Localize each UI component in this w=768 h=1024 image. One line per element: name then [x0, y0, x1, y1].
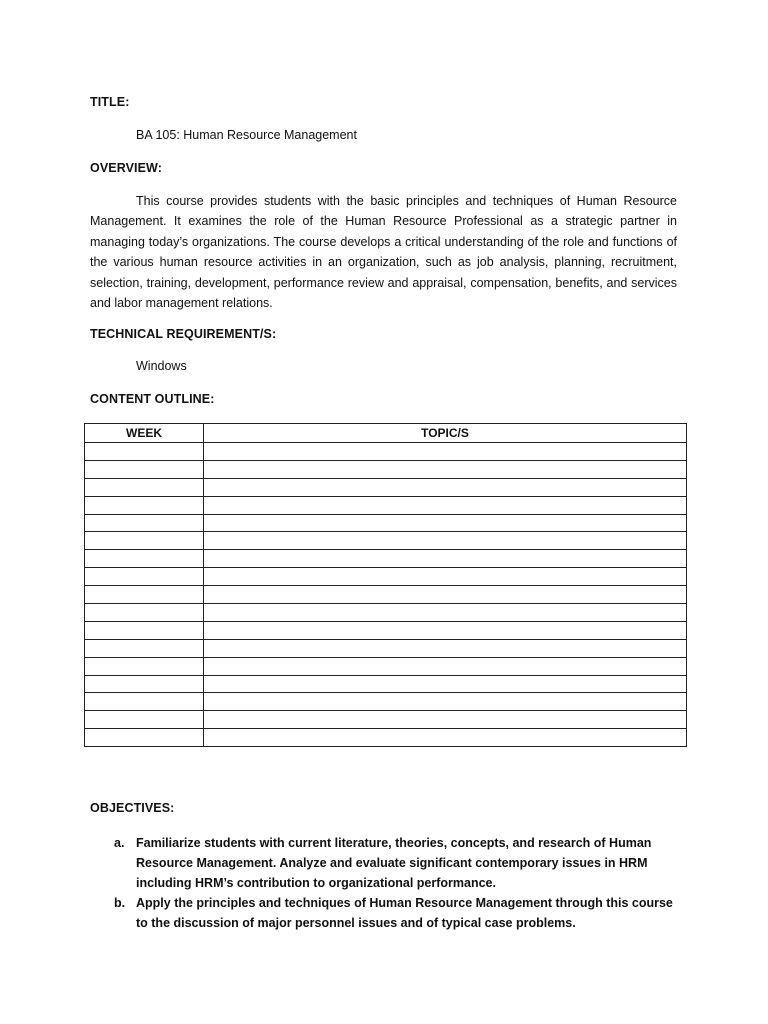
topic-cell — [204, 639, 687, 657]
table-row — [85, 514, 687, 532]
objective-marker: a. — [114, 836, 125, 850]
table-row — [85, 639, 687, 657]
week-cell — [85, 639, 204, 657]
technical-requirements-heading: TECHNICAL REQUIREMENT/S: — [90, 327, 277, 341]
course-title: BA 105: Human Resource Management — [136, 128, 357, 142]
topic-cell — [204, 532, 687, 550]
topic-cell — [204, 657, 687, 675]
objective-text: Familiarize students with current literature, theories, concepts, and research of Human Resource Management. Analyze and evaluate significant contemporary issues in HRM including HRM’s contribution to organizational performance. — [136, 836, 652, 890]
week-cell — [85, 532, 204, 550]
topic-cell — [204, 443, 687, 461]
objective-item — [90, 893, 680, 933]
topic-cell — [204, 693, 687, 711]
topic-cell — [204, 621, 687, 639]
week-cell — [85, 550, 204, 568]
week-cell — [85, 568, 204, 586]
table-row — [85, 586, 687, 604]
week-cell — [85, 514, 204, 532]
week-cell — [85, 460, 204, 478]
objective-marker: b. — [114, 896, 126, 910]
week-cell — [85, 621, 204, 639]
topic-cell — [204, 604, 687, 622]
table-row — [85, 550, 687, 568]
technical-requirement-value: Windows — [136, 359, 187, 373]
table-row — [85, 460, 687, 478]
week-column-header: WEEK — [85, 424, 204, 443]
week-cell — [85, 478, 204, 496]
week-cell — [85, 711, 204, 729]
topic-cell — [204, 496, 687, 514]
title-heading: TITLE: — [90, 95, 130, 109]
table-body — [85, 443, 687, 747]
topic-cell — [204, 514, 687, 532]
topic-cell — [204, 478, 687, 496]
topic-cell — [204, 550, 687, 568]
week-cell — [85, 657, 204, 675]
content-outline-table — [84, 423, 687, 747]
table-row — [85, 568, 687, 586]
week-cell — [85, 443, 204, 461]
table-row — [85, 604, 687, 622]
topic-cell — [204, 729, 687, 747]
table-row — [85, 621, 687, 639]
week-cell — [85, 586, 204, 604]
week-cell — [85, 675, 204, 693]
table-row — [85, 711, 687, 729]
week-cell — [85, 496, 204, 514]
objectives-list — [90, 833, 680, 933]
week-cell — [85, 729, 204, 747]
objective-text: Apply the principles and techniques of Human Resource Management through this course to the discussion of major personnel issues and of typical case problems. — [136, 896, 673, 930]
table-row — [85, 729, 687, 747]
overview-paragraph: This course provides students with the basic principles and techniques of Human Resource Management. It examines the role of the Human Resource Professional as a strategic partner in managing today’s organizations. The course develops a critical understanding of the role and functions of the various human resource activities in an organization, such as job analysis, planning, recruitment, selection, training, development, performance review and appraisal, compensation, benefits, and services and labor management relations. — [90, 194, 677, 311]
topic-cell — [204, 586, 687, 604]
table-row — [85, 478, 687, 496]
table-row — [85, 657, 687, 675]
content-outline-heading: CONTENT OUTLINE: — [90, 392, 215, 406]
topic-cell — [204, 460, 687, 478]
topic-cell — [204, 711, 687, 729]
table-row — [85, 532, 687, 550]
topics-column-header: TOPIC/S — [204, 424, 687, 443]
topic-cell — [204, 568, 687, 586]
table-row — [85, 443, 687, 461]
table-header-row — [85, 424, 687, 443]
topic-cell — [204, 675, 687, 693]
week-cell — [85, 693, 204, 711]
overview-heading: OVERVIEW: — [90, 161, 162, 175]
table-row — [85, 675, 687, 693]
objective-item — [90, 833, 680, 893]
objectives-heading: OBJECTIVES: — [90, 801, 175, 815]
table-row — [85, 693, 687, 711]
table-row — [85, 496, 687, 514]
week-cell — [85, 604, 204, 622]
